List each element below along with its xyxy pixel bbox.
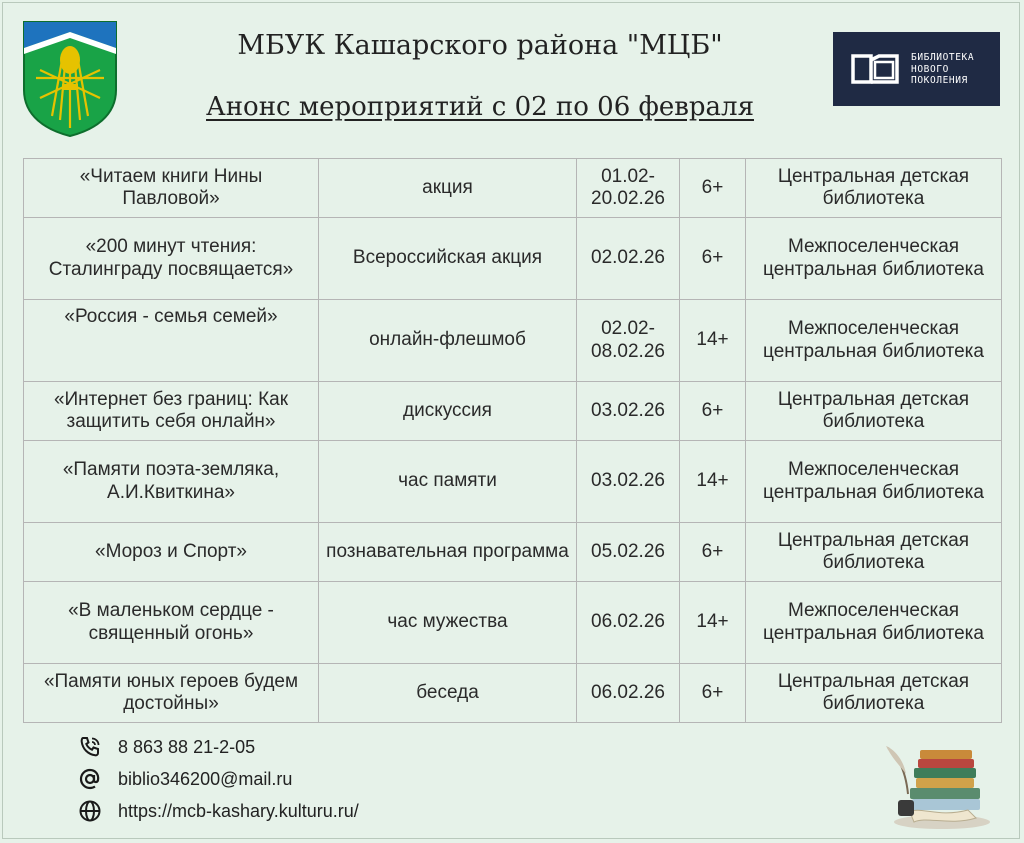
event-title-cell: «Мороз и Спорт»: [24, 523, 319, 582]
event-place-cell: Межпоселенческая центральная библиотека: [746, 582, 1002, 664]
logo-text-line: БИБЛИОТЕКА: [911, 52, 975, 63]
open-book-icon: [849, 52, 901, 86]
new-generation-library-logo: [833, 32, 1000, 106]
event-title-cell: «200 минут чтения: Сталинграду посвящается»: [24, 218, 319, 300]
event-age-cell: 14+: [680, 300, 746, 382]
table-row: [24, 300, 1002, 382]
event-place-cell: Межпоселенческая центральная библиотека: [746, 441, 1002, 523]
at-sign-icon: [78, 767, 102, 791]
event-title-cell: «Памяти юных героев будем достойны»: [24, 664, 319, 723]
event-age-cell: 6+: [680, 382, 746, 441]
events-table: [23, 158, 1002, 723]
event-title-cell: «Интернет без границ: Как защитить себя онлайн»: [24, 382, 319, 441]
event-place-cell: Центральная детская библиотека: [746, 159, 1002, 218]
event-age-cell: 14+: [680, 441, 746, 523]
event-type-cell: дискуссия: [319, 382, 577, 441]
table-row: [24, 441, 1002, 523]
event-age-cell: 6+: [680, 664, 746, 723]
event-date-cell: 02.02-08.02.26: [577, 300, 680, 382]
event-place-cell: Центральная детская библиотека: [746, 523, 1002, 582]
table-row: [24, 523, 1002, 582]
event-title-cell: «Памяти поэта-земляка, А.И.Квиткина»: [24, 441, 319, 523]
email-address[interactable]: biblio346200@mail.ru: [118, 768, 293, 789]
announcement-subtitle: Анонс мероприятий с 02 по 06 февраля: [206, 92, 754, 122]
table-row: [24, 218, 1002, 300]
event-age-cell: 6+: [680, 159, 746, 218]
table-row: [24, 159, 1002, 218]
event-date-cell: 01.02-20.02.26: [577, 159, 680, 218]
event-place-cell: Центральная детская библиотека: [746, 664, 1002, 723]
district-coat-of-arms-emblem: [22, 20, 118, 138]
event-place-cell: Межпоселенческая центральная библиотека: [746, 218, 1002, 300]
event-age-cell: 6+: [680, 523, 746, 582]
event-age-cell: 6+: [680, 218, 746, 300]
organization-title: МБУК Кашарского района "МЦБ": [237, 30, 723, 61]
event-date-cell: 03.02.26: [577, 441, 680, 523]
contact-phone: [78, 735, 255, 759]
contact-email: [78, 767, 292, 791]
event-title-cell: «Россия - семья семей»: [24, 300, 319, 382]
website-link[interactable]: https://mcb-kashary.kulturu.ru/: [118, 800, 359, 821]
logo-text-line: ПОКОЛЕНИЯ: [911, 75, 968, 86]
event-type-cell: беседа: [319, 664, 577, 723]
logo-text-line: НОВОГО: [911, 63, 949, 75]
event-date-cell: 05.02.26: [577, 523, 680, 582]
contact-website: [78, 799, 359, 823]
event-title-cell: «В маленьком сердце - священный огонь»: [24, 582, 319, 664]
event-type-cell: онлайн-флешмоб: [319, 300, 577, 382]
event-type-cell: Всероссийская акция: [319, 218, 577, 300]
event-date-cell: 06.02.26: [577, 664, 680, 723]
event-type-cell: час памяти: [319, 441, 577, 523]
globe-icon: [78, 799, 102, 823]
table-row: [24, 382, 1002, 441]
event-place-cell: Центральная детская библиотека: [746, 382, 1002, 441]
event-type-cell: час мужества: [319, 582, 577, 664]
event-date-cell: 03.02.26: [577, 382, 680, 441]
event-place-cell: Межпоселенческая центральная библиотека: [746, 300, 1002, 382]
table-row: [24, 664, 1002, 723]
phone-icon: [78, 735, 102, 759]
event-type-cell: познавательная программа: [319, 523, 577, 582]
phone-number: 8 863 88 21-2-05: [118, 736, 256, 757]
table-row: [24, 582, 1002, 664]
event-date-cell: 02.02.26: [577, 218, 680, 300]
books-and-quill-illustration: [880, 744, 995, 832]
event-type-cell: акция: [319, 159, 577, 218]
event-age-cell: 14+: [680, 582, 746, 664]
event-title-cell: «Читаем книги Нины Павловой»: [24, 159, 319, 218]
event-date-cell: 06.02.26: [577, 582, 680, 664]
